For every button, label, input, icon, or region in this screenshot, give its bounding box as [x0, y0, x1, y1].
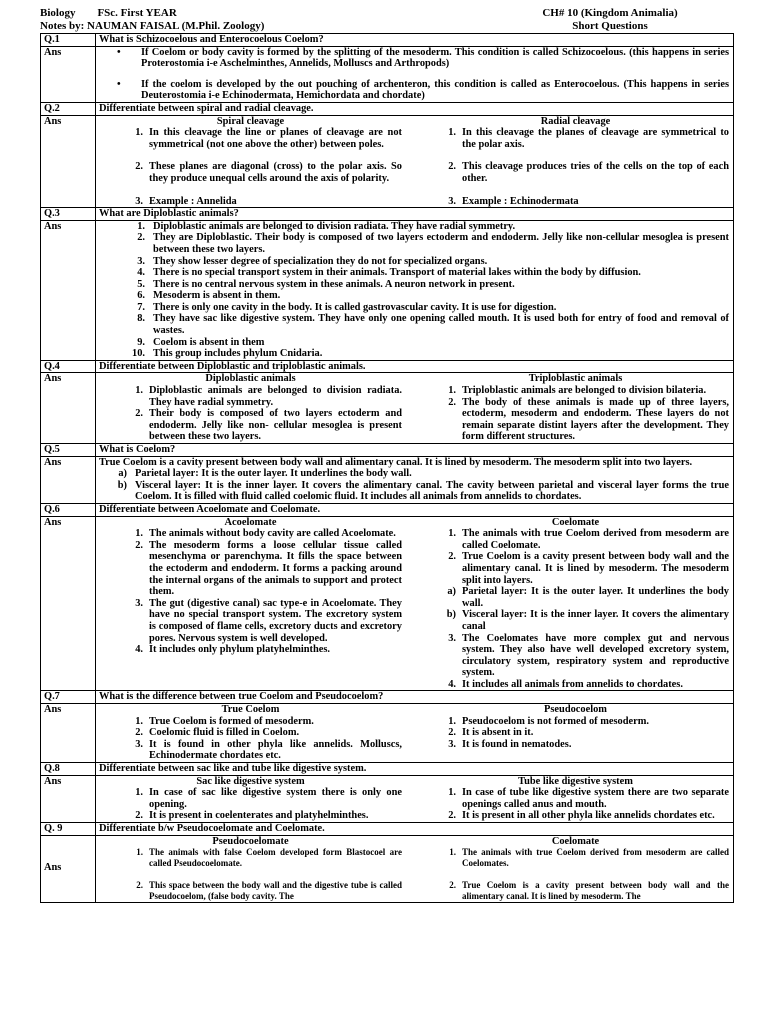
list-item [434, 847, 729, 869]
left-column [99, 373, 414, 443]
item-text: Parietal layer: It is the outer layer. It underlines the body wall. [462, 586, 729, 609]
column-heading: Acoelomate [224, 516, 277, 528]
question-text: Differentiate between Acoelomate and Coelomate. [99, 503, 321, 515]
list-item [103, 468, 729, 480]
list-item [121, 196, 402, 208]
item-text: The Coelomates have more complex gut and nervous system. They also have well developed excretory system, circulatory system, respiratory system and reproductive system. [462, 632, 729, 679]
item-number: a) [447, 586, 456, 598]
list-item [103, 480, 729, 503]
item-text: It includes all animals from annelids to chordates. [462, 678, 683, 690]
list-item [434, 127, 729, 150]
item-number: 1. [448, 127, 456, 139]
item-text: It is absent in it. [462, 727, 534, 739]
right-column [414, 517, 729, 691]
bullet-icon: • [117, 78, 121, 90]
answer-row [41, 116, 733, 209]
item-number: 2. [135, 727, 143, 739]
comparison-columns [99, 776, 729, 822]
item-number: 9. [137, 336, 145, 348]
list-item [121, 290, 729, 302]
item-number: 8. [137, 313, 145, 325]
list-item [121, 847, 402, 869]
question-text: What is the difference between true Coelom and Pseudocoelom? [99, 691, 384, 703]
column-heading: Radial cleavage [540, 115, 611, 127]
item-text: The animals without body cavity are called Acoelomate. [149, 528, 396, 540]
right-column [414, 116, 729, 208]
item-text: It is found in other phyla like annelids. Molluscs, Echinodermate chordates etc. [149, 738, 402, 762]
item-text: This space between the body wall and the digestive tube is called Pseudocoelom, (false body cavity. The [149, 879, 402, 901]
item-text: This cleavage produces tries of the cells on the top of each other. [462, 161, 729, 184]
item-text: The animals with true Coelom derived from mesoderm are called Coelomate. [462, 528, 729, 551]
item-text: There is no special transport system in their animals. Transport of material lakes within the body by diffusion. [153, 267, 641, 279]
answer-label: Ans [41, 704, 96, 762]
item-number: 1. [448, 385, 456, 397]
item-number: 1. [449, 846, 456, 857]
list-item [121, 279, 729, 291]
question-row [41, 823, 733, 836]
answer-label: Ans [41, 836, 96, 902]
answer-label: Ans [41, 116, 96, 208]
answer-row [41, 221, 733, 361]
list-item [121, 727, 402, 739]
list-item [434, 787, 729, 810]
left-column [99, 517, 414, 691]
item-text: Pseudocoelom is not formed of mesoderm. [462, 715, 649, 727]
answer-body [96, 517, 733, 691]
answer-row [41, 704, 733, 763]
list-item [434, 609, 729, 632]
list-item [121, 385, 402, 408]
item-number: b) [446, 609, 456, 621]
bullet-list [99, 47, 729, 102]
item-text: Parietal layer: It is the outer layer. It underlines the body wall. [135, 468, 412, 480]
answer-row [41, 373, 733, 444]
answer-row [41, 836, 733, 903]
question-number: Q.3 [41, 208, 96, 220]
comparison-columns [99, 517, 729, 691]
question-row [41, 361, 733, 374]
list-item [121, 810, 402, 822]
question-row [41, 34, 733, 47]
item-number: 1. [135, 385, 143, 397]
left-column [99, 836, 414, 902]
item-text: They have sac like digestive system. They have only one opening called mouth. It is used both for entry of food and removal of wastes. [153, 313, 729, 337]
item-number: 1. [137, 220, 145, 232]
item-number: 4. [135, 644, 143, 656]
item-text: If Coelom or body cavity is formed by the splitting of the mesoderm. This condition is called Schizocoelous. (this happens in series Proterostomia i-e Aschelminthes, Annelids, Molluscs and Arthropods) [141, 46, 729, 70]
item-number: 2. [449, 879, 456, 890]
item-number: 1. [136, 846, 143, 857]
question-row [41, 103, 733, 116]
answer-label: Ans [41, 47, 96, 102]
question-number: Q.8 [41, 763, 96, 775]
list-item [121, 739, 402, 762]
page-header [40, 7, 730, 33]
numbered-list [99, 847, 402, 902]
list-item [434, 385, 729, 397]
item-number: 2. [135, 408, 143, 420]
numbered-list [422, 716, 729, 751]
question-text: What is Coelom? [99, 444, 176, 455]
comparison-columns [99, 704, 729, 762]
answer-body [96, 47, 733, 102]
item-number: 5. [137, 278, 145, 290]
item-text: Visceral layer: It is the inner layer. It covers the alimentary canal [462, 609, 729, 632]
column-heading: Pseudocoelom [544, 704, 607, 716]
item-number: 1. [448, 528, 456, 540]
list-item [121, 313, 729, 336]
question-text: What is Schizocoelous and Enterocoelous Coelom? [99, 34, 324, 45]
list-item [434, 196, 729, 208]
item-text: Coelom is absent in them [153, 336, 265, 348]
item-text: It is found in nematodes. [462, 738, 572, 750]
questions-table [40, 33, 734, 903]
question-row [41, 444, 733, 457]
list-item [434, 551, 729, 586]
header-author: Notes by: NAUMAN FAISAL (M.Phil. Zoology) [40, 20, 265, 32]
header-section: Short Questions [572, 20, 648, 32]
item-number: 2. [137, 232, 145, 244]
question-text: Differentiate between sac like and tube like digestive system. [99, 763, 367, 775]
list-item [434, 716, 729, 728]
right-column [414, 836, 729, 902]
item-number: 2. [448, 161, 456, 173]
numbered-list [99, 127, 402, 207]
answer-body [96, 221, 733, 360]
item-number: 2. [136, 879, 143, 890]
column-heading: Triploblastic animals [528, 373, 623, 385]
coelom-definition: True Coelom is a cavity present between body wall and alimentary canal. It is lined by mesoderm. The mesoderm split into two layers. [99, 456, 693, 468]
list-item [434, 528, 729, 551]
item-text: This group includes phylum Cnidaria. [153, 348, 323, 360]
question-text: What are Diploblastic animals? [99, 208, 239, 220]
list-item [434, 880, 729, 902]
numbered-list [422, 385, 729, 443]
item-text: Visceral layer: It is the inner layer. It covers the alimentary canal. The cavity between parietal and visceral layer forms the true Coelom. It is filled with fluid called coelomic fluid. It includes all animals from annelids to chordates. [135, 479, 729, 503]
comparison-columns [99, 373, 729, 443]
list-item [434, 810, 729, 822]
item-text: There is only one cavity in the body. It is called gastrovascular cavity. It is use for digestion. [153, 301, 557, 313]
item-text: The body of these animals is made up of three layers, ectoderm, mesoderm and endoderm. These layers do not remain separate distint layers after the development. They form different structures. [462, 396, 729, 443]
item-number: 2. [448, 551, 456, 563]
item-text: They are Diploblastic. Their body is composed of two layers ectoderm and endoderm. Jelly like non-cellular mesoglea is present between these two layers. [153, 232, 729, 255]
list-item [121, 408, 402, 443]
list-item [121, 127, 402, 150]
numbered-list [99, 716, 402, 762]
item-number: 2. [135, 161, 143, 173]
answer-row [41, 47, 733, 103]
item-text: If the coelom is developed by the out pouching of archenteron, this condition is called as Enterocoelous. (This happens in series Deuterostomia i-e Echinodermata, Hemichordata and chordate) [141, 78, 729, 102]
item-text: True Coelom is a cavity present between body wall and the alimentary canal. It is lined by mesoderm. The [462, 879, 729, 901]
list-item [121, 598, 402, 644]
item-text: In this cleavage the line or planes of cleavage are not symmetrical (not one above the other) between poles. [149, 127, 402, 150]
item-text: Diploblastic animals are belonged to division radiata. They have radial symmetry. [153, 220, 516, 232]
answer-body [96, 373, 733, 443]
item-number: 3. [135, 195, 143, 207]
question-number: Q. 9 [41, 823, 96, 835]
answer-body [96, 704, 733, 762]
answer-label: Ans [41, 457, 96, 503]
item-number: 2. [135, 539, 143, 551]
item-number: 1. [448, 715, 456, 727]
list-item [121, 337, 729, 349]
answer-row [41, 517, 733, 692]
list-item [434, 727, 729, 739]
item-text: The gut (digestive canal) sac type-e in Acoelomate. They have no special transport system. The excretory system is composed of flame cells, excretory ducts and excretory pores. Nervous system is well developed. [149, 597, 402, 644]
item-text: Their body is composed of two layers ectoderm and endoderm. Jelly like non- cellular mesoglea is present between these two layers. [149, 408, 402, 443]
numbered-list [99, 787, 402, 822]
list-item [434, 586, 729, 609]
list-item [121, 540, 402, 598]
column-heading: Pseudocoelomate [212, 835, 289, 847]
list-item [434, 161, 729, 184]
item-text: Mesoderm is absent in them. [153, 290, 281, 302]
question-number: Q.6 [41, 504, 96, 516]
item-text: Coelomic fluid is filled in Coelom. [149, 727, 300, 739]
item-text: It is present in coelenterates and platyhelminthes. [149, 810, 369, 822]
header-chapter: CH# 10 (Kingdom Animalia) [542, 7, 678, 19]
question-number: Q.4 [41, 361, 96, 373]
list-item [121, 528, 402, 540]
right-column [414, 373, 729, 443]
list-item [121, 232, 729, 255]
list-item [121, 348, 729, 360]
list-item [121, 880, 402, 902]
column-heading: True Coelom [221, 704, 280, 716]
answer-label: Ans [41, 221, 96, 360]
bullet-item [117, 79, 729, 102]
list-item [434, 397, 729, 443]
item-number: 4. [448, 678, 456, 690]
comparison-columns [99, 836, 729, 902]
list-item [121, 644, 402, 656]
item-number: 3. [137, 255, 145, 267]
list-item [434, 633, 729, 679]
answer-body [96, 836, 733, 902]
item-text: They show lesser degree of specialization they do not for specialized organs. [153, 255, 488, 267]
question-row [41, 763, 733, 776]
answer-row [41, 776, 733, 823]
item-text: These planes are diagonal (cross) to the polar axis. So they produce unequal cells around the axis of polarity. [149, 161, 402, 184]
answer-label: Ans [41, 373, 96, 443]
item-text: Triploblastic animals are belonged to division bilateria. [462, 385, 707, 397]
bullet-item [117, 47, 729, 70]
item-number: 3. [135, 738, 143, 750]
item-number: 10. [132, 348, 145, 360]
question-number: Q.5 [41, 444, 96, 456]
question-text: Differentiate between Diploblastic and triploblastic animals. [99, 360, 366, 372]
question-number: Q.1 [41, 34, 96, 46]
item-text: There is no central nervous system in these animals. A neuron network in present. [153, 278, 515, 290]
list-item [121, 161, 402, 184]
item-number: 1. [135, 127, 143, 139]
list-item [434, 739, 729, 751]
column-heading: Tube like digestive system [518, 775, 633, 787]
item-number: 3. [448, 632, 456, 644]
column-heading: Coelomate [551, 835, 600, 847]
item-number: 3. [448, 738, 456, 750]
column-heading: Diploblastic animals [205, 373, 296, 385]
item-number: 6. [137, 290, 145, 302]
item-text: Diploblastic animals are belonged to division radiata. They have radial symmetry. [149, 385, 402, 408]
answer-label: Ans [41, 517, 96, 691]
item-text: True Coelom is formed of mesoderm. [149, 715, 314, 727]
item-text: In this cleavage the planes of cleavage are symmetrical to the polar axis. [462, 127, 729, 150]
question-text: Differentiate between spiral and radial cleavage. [99, 102, 314, 114]
numbered-list [422, 528, 729, 690]
numbered-list [422, 847, 729, 902]
item-text: In case of sac like digestive system there is only one opening. [149, 787, 402, 810]
numbered-list [99, 221, 729, 360]
item-text: In case of tube like digestive system there are two separate openings called anus and mouth. [462, 787, 729, 810]
item-number: 2. [448, 810, 456, 822]
item-number: 4. [137, 267, 145, 279]
column-heading: Coelomate [551, 516, 600, 528]
column-heading: Sac like digestive system [196, 775, 305, 787]
list-item [121, 267, 729, 279]
question-row [41, 504, 733, 517]
list-item [121, 256, 729, 268]
item-text: It includes only phylum platyhelminthes. [149, 644, 331, 656]
left-column [99, 776, 414, 822]
answer-body [96, 776, 733, 822]
list-item [121, 787, 402, 810]
column-heading: Spiral cleavage [216, 115, 285, 127]
numbered-list [99, 528, 402, 656]
item-number: a) [118, 468, 127, 480]
item-text: Example : Echinodermata [462, 195, 579, 207]
item-text: Example : Annelida [149, 195, 237, 207]
item-number: 2. [135, 810, 143, 822]
item-text: True Coelom is a cavity present between body wall and the alimentary canal. It is lined by mesoderm. The mesoderm split into layers. [462, 551, 729, 586]
question-text: Differentiate b/w Pseudocoelomate and Coelomate. [99, 823, 325, 834]
list-item [121, 221, 729, 233]
answer-body [96, 116, 733, 208]
item-number: 7. [137, 301, 145, 313]
item-text: The mesoderm forms a loose cellular tissue called mesenchyma or parenchyma. It fills the space between the ectoderm and endoderm. It forms a packing around the internal organs of the animals to support and protect them. [149, 539, 402, 598]
question-row [41, 691, 733, 704]
item-number: 3. [135, 597, 143, 609]
answer-row [41, 457, 733, 504]
list-item [121, 302, 729, 314]
question-number: Q.2 [41, 103, 96, 115]
list-item [434, 679, 729, 691]
item-number: 1. [448, 787, 456, 799]
item-number: 2. [448, 727, 456, 739]
answer-label: Ans [41, 776, 96, 822]
answer-body [96, 457, 733, 503]
item-number: 3. [448, 195, 456, 207]
right-column [414, 704, 729, 762]
numbered-list [422, 127, 729, 207]
numbered-list [99, 385, 402, 443]
numbered-list [99, 468, 729, 503]
question-row [41, 208, 733, 221]
item-number: 1. [135, 528, 143, 540]
item-number: 1. [135, 715, 143, 727]
list-item [121, 716, 402, 728]
bullet-icon: • [117, 46, 121, 58]
right-column [414, 776, 729, 822]
left-column [99, 704, 414, 762]
item-number: 2. [448, 396, 456, 408]
item-text: The animals with false Coelom developed form Blastocoel are called Pseudocoelomate. [149, 846, 402, 868]
question-number: Q.7 [41, 691, 96, 703]
item-text: It is present in all other phyla like annelids chordates etc. [462, 810, 715, 822]
comparison-columns [99, 116, 729, 208]
item-text: The animals with true Coelom derived from mesoderm are called Coelomates. [462, 846, 729, 868]
item-number: b) [117, 479, 127, 491]
numbered-list [422, 787, 729, 822]
left-column [99, 116, 414, 208]
item-number: 1. [135, 787, 143, 799]
header-subject: Biology FSc. First YEAR [40, 7, 177, 19]
